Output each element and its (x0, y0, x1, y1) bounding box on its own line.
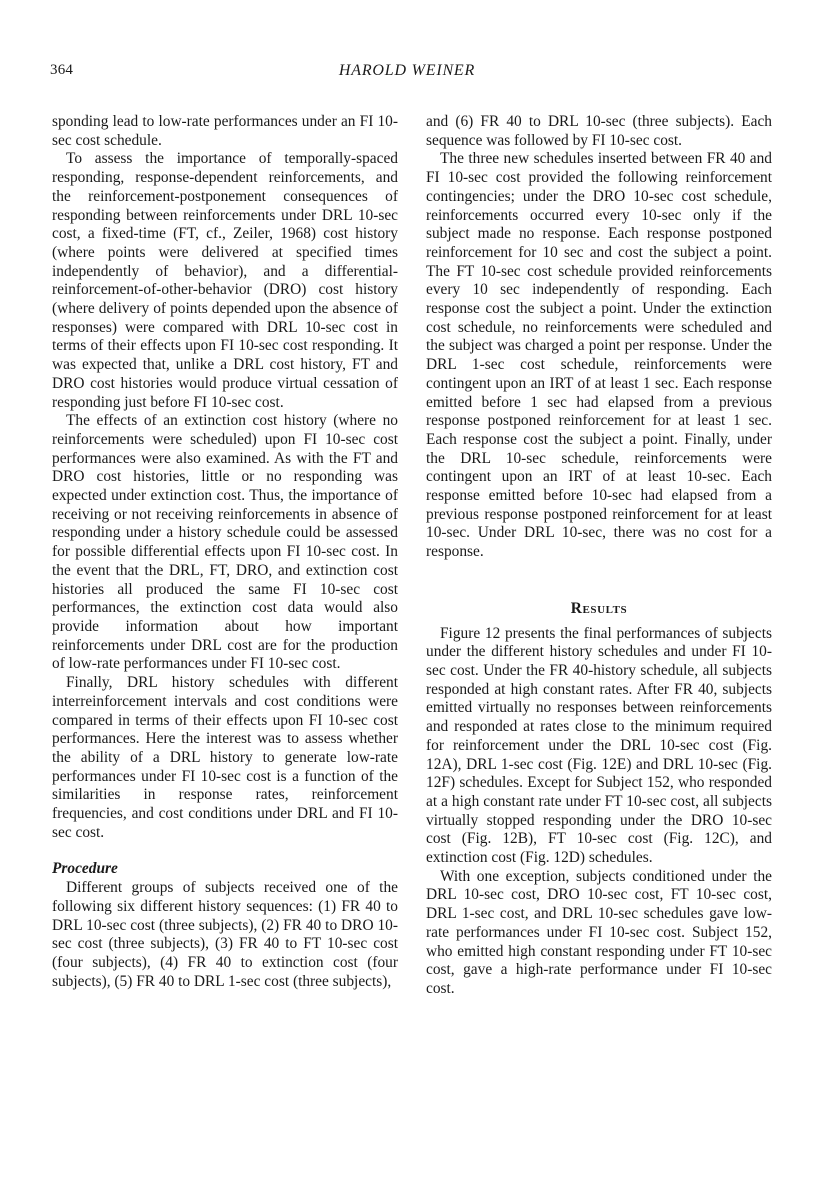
paragraph: Finally, DRL history schedules with different interreinforcement intervals and cost conditions were compared in terms of their effects upon FI 10-sec cost performances. Here the interest was to assess whether the ability of a DRL history to generate low-rate performances under FI 10-sec cost is a function of the similarities in response rates, reinforcement frequencies, and cost conditions under DRL and FI 10-sec cost. (52, 674, 398, 841)
procedure-paragraph: Different groups of subjects received one of the following six different history sequences: (1) FR 40 to DRL 10-sec cost (three subjects), (2) FR 40 to DRO 10-sec cost (three subjects), (3) FR 40 to FT 10-sec cost (four subjects), (4) FR 40 to extinction cost (four subjects), (5) FR 40 to DRL 1-sec cost (three subjects), (52, 879, 398, 990)
running-title: HAROLD WEINER (338, 62, 476, 79)
paragraph: The three new schedules inserted between FR 40 and FI 10-sec cost provided the following reinforcement contingencies; under the DRO 10-sec cost schedule, reinforcements occurred every 10-sec only if the subject made no response. Each response postponed reinforcement for 10 sec and cost the subject a point. The FT 10-sec cost schedule provided reinforcements every 10 sec independently of responding. Each response cost the subject a point. Under the extinction cost schedule, no reinforcements were scheduled and the subject was charged a point per response. Under the DRL 1-sec cost schedule, reinforcements were contingent upon an IRT of at least 1 sec. Each response emitted before 1 sec had elapsed from a previous response postponed reinforcement for at least 1 sec. Each response cost the subject a point. Finally, under the DRL 10-sec schedule, reinforcements were contingent upon an IRT of at least 10-sec. Each response emitted before 10-sec had elapsed from a previous response postponed reinforcement for at least 10-sec. Under DRL 10-sec, there was no cost for a response. (426, 150, 772, 561)
running-head (50, 62, 764, 84)
paragraph: The effects of an extinction cost history (where no reinforcements were scheduled) upon FI 10-sec cost performances were also examined. As with the FT and DRO cost histories, little or no responding was expected under extinction cost. Thus, the importance of receiving or not receiving reinforcements in absence of responding under a history schedule could be assessed for possible differential effects upon FI 10-sec cost. In the event that the DRL, FT, DRO, and extinction cost histories all produced the same FI 10-sec cost performances, the extinction cost data would also provide information about how important reinforcements under DRL cost are for the production of low-rate performances under FI 10-sec cost. (52, 412, 398, 673)
right-column (426, 113, 772, 999)
results-paragraph: With one exception, subjects conditioned under the DRL 10-sec cost, DRO 10-sec cost, FT 10-sec cost, DRL 1-sec cost, and DRL 10-sec schedules gave low-rate performances under FI 10-sec cost. Subject 152, who emitted high constant responding under FT 10-sec cost, gave a high-rate performance under FI 10-sec cost. (426, 867, 772, 997)
left-column (52, 113, 398, 991)
procedure-heading: Procedure (52, 860, 118, 878)
page-number: 364 (50, 62, 74, 78)
results-paragraph: Figure 12 presents the final performances of subjects under the different history schedules and under FI 10-sec cost. Under the FR 40-history schedule, all subjects responded at high constant rates. After FR 40, subjects emitted virtually no responses between reinforcements and responded at rates close to the minimum required for reinforcement under the DRL 10-sec cost (Fig. 12A), DRL 1-sec cost (Fig. 12E) and DRL 10-sec (Fig. 12F) schedules. Except for Subject 152, who responded at a high constant rate under FT 10-sec cost, all subjects virtually stopped responding under the DRO 10-sec cost (Fig. 12B), FT 10-sec cost (Fig. 12C), and extinction cost (Fig. 12D) schedules. (426, 624, 772, 867)
paragraph: To assess the importance of temporally-spaced responding, response-dependent reinforcements, and the reinforcement-postponement consequences of responding between reinforcements under DRL 10-sec cost, a fixed-time (FT, cf., Zeiler, 1968) cost history (where points were delivered at specified times independently of behavior), and a differential-reinforcement-of-other-behavior (DRO) cost history (where delivery of points depended upon the absence of responses) were compared with DRL 10-sec cost in terms of their effects upon FI 10-sec cost responding. It was expected that, unlike a DRL cost history, FT and DRO cost histories would produce virtual cessation of responding just before FI 10-sec cost. (52, 150, 398, 411)
results-heading: Results (570, 599, 628, 617)
paragraph-continuation: sponding lead to low-rate performances under an FI 10-sec cost schedule. (52, 113, 398, 149)
paragraph-continuation: and (6) FR 40 to DRL 10-sec (three subjects). Each sequence was followed by FI 10-sec cost. (426, 113, 772, 149)
